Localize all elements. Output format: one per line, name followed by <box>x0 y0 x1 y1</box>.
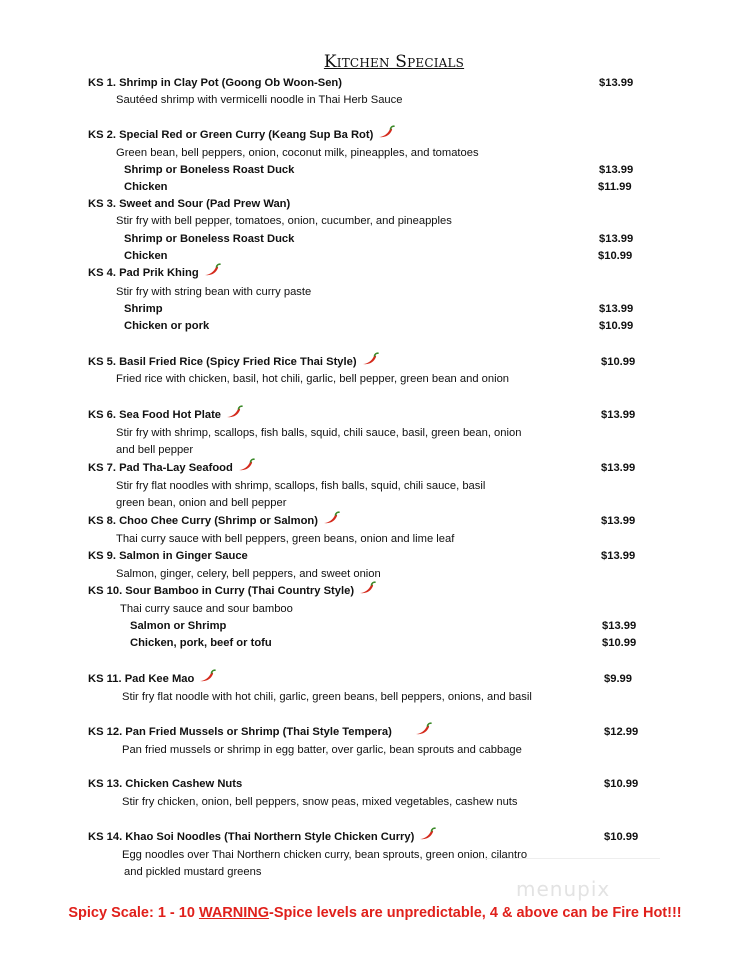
item-name: KS 9. Salmon in Ginger Sauce <box>88 550 248 562</box>
chili-pepper-icon <box>237 458 255 472</box>
item-price: $13.99 <box>599 233 634 245</box>
price-option <box>0 634 750 652</box>
description-text: Thai curry sauce with bell peppers, green beans, onion and lime leaf <box>116 533 455 545</box>
item-name: KS 7. Pad Tha-Lay Seafood <box>88 459 255 477</box>
option-name: Chicken or pork <box>124 320 210 332</box>
item-name: KS 3. Sweet and Sour (Pad Prew Wan) <box>88 198 291 210</box>
description-text: Green bean, bell peppers, onion, coconut milk, pineapples, and tomatoes <box>116 147 479 159</box>
item-description <box>0 212 750 230</box>
chili-pepper-icon <box>198 669 216 683</box>
price-option <box>0 230 750 248</box>
price-option <box>0 300 750 318</box>
item-name: KS 4. Pad Prik Khing <box>88 264 221 282</box>
item-name: KS 13. Chicken Cashew Nuts <box>88 778 243 790</box>
watermark-rule <box>470 858 660 859</box>
menu-item <box>0 264 750 282</box>
footer-warning: WARNING <box>198 905 270 921</box>
description-text: Sautéed shrimp with vermicelli noodle in Thai Herb Sauce <box>116 94 403 106</box>
item-name: KS 14. Khao Soi Noodles (Thai Northern Style Chicken Curry) <box>88 828 436 846</box>
item-price: $10.99 <box>598 250 633 262</box>
item-price: $10.99 <box>599 320 634 332</box>
item-description <box>0 91 750 109</box>
description-text: Stir fry with shrimp, scallops, fish balls, squid, chili sauce, basil, green bean, onion <box>116 427 522 439</box>
watermark: menupix <box>516 877 611 901</box>
menu-item <box>0 582 750 600</box>
option-name: Chicken <box>124 250 168 262</box>
option-name: Shrimp or Boneless Roast Duck <box>124 233 295 245</box>
menu-item <box>0 126 750 144</box>
item-price: $13.99 <box>601 409 636 421</box>
description-text: Stir fry flat noodles with shrimp, scallops, fish balls, squid, chili sauce, basil <box>116 480 486 492</box>
chili-pepper-icon <box>225 405 243 419</box>
menu-item <box>0 406 750 424</box>
item-description <box>0 846 750 864</box>
item-price: $13.99 <box>602 620 637 632</box>
chili-pepper-icon <box>358 581 376 595</box>
item-price: $13.99 <box>599 77 634 89</box>
chili-pepper-icon <box>322 511 340 525</box>
price-option <box>0 178 750 196</box>
item-name: KS 12. Pan Fried Mussels or Shrimp (Thai Style Tempera) <box>88 723 432 741</box>
menu-item <box>0 74 750 92</box>
item-price: $13.99 <box>599 303 634 315</box>
item-description <box>0 441 750 459</box>
description-text: Salmon, ginger, celery, bell peppers, and sweet onion <box>116 568 381 580</box>
description-text: green bean, onion and bell pepper <box>116 497 287 509</box>
item-name: KS 6. Sea Food Hot Plate <box>88 406 243 424</box>
footer-prefix: Spicy Scale: 1 - 10 <box>68 905 199 921</box>
chili-pepper-icon <box>361 352 379 366</box>
item-price: $12.99 <box>604 726 639 738</box>
description-text: Thai curry sauce and sour bamboo <box>120 603 293 615</box>
price-option <box>0 247 750 265</box>
description-text: and bell pepper <box>116 444 194 456</box>
item-name: KS 2. Special Red or Green Curry (Keang Sup Ba Rot) <box>88 126 395 144</box>
item-name: KS 8. Choo Chee Curry (Shrimp or Salmon) <box>88 512 340 530</box>
chili-pepper-icon <box>418 827 436 841</box>
chili-pepper-icon <box>377 125 395 139</box>
item-price: $10.99 <box>601 356 636 368</box>
item-price: $10.99 <box>604 778 639 790</box>
item-description <box>0 863 750 881</box>
item-description <box>0 600 750 618</box>
item-description <box>0 144 750 162</box>
item-name: KS 5. Basil Fried Rice (Spicy Fried Rice Thai Style) <box>88 353 379 371</box>
item-description <box>0 370 750 388</box>
item-description <box>0 741 750 759</box>
menu-item <box>0 828 750 846</box>
menu-item <box>0 723 750 741</box>
item-description <box>0 494 750 512</box>
item-price: $13.99 <box>599 164 634 176</box>
description-text: Fried rice with chicken, basil, hot chili, garlic, bell pepper, green bean and onion <box>116 373 510 385</box>
spicy-scale-warning <box>0 905 750 921</box>
item-description <box>0 477 750 495</box>
description-text: Stir fry with string bean with curry paste <box>116 286 312 298</box>
item-price: $13.99 <box>601 550 636 562</box>
chili-pepper-icon <box>414 722 432 736</box>
menu-item <box>0 670 750 688</box>
price-option <box>0 161 750 179</box>
item-name: KS 1. Shrimp in Clay Pot (Goong Ob Woon-Sen) <box>88 77 342 89</box>
description-text: Stir fry chicken, onion, bell peppers, snow peas, mixed vegetables, cashew nuts <box>122 796 518 808</box>
chili-pepper-icon <box>203 263 221 277</box>
option-name: Chicken, pork, beef or tofu <box>130 637 272 649</box>
item-name: KS 10. Sour Bamboo in Curry (Thai Country Style) <box>88 582 376 600</box>
price-option <box>0 617 750 635</box>
item-price: $13.99 <box>601 515 636 527</box>
menu-title: Kitchen Specials <box>323 52 465 72</box>
item-price: $13.99 <box>601 462 636 474</box>
menu-item <box>0 775 750 793</box>
item-name: KS 11. Pad Kee Mao <box>88 670 216 688</box>
item-price: $9.99 <box>604 673 632 685</box>
description-text: Stir fry flat noodle with hot chili, garlic, green beans, bell peppers, onions, and basil <box>122 691 532 703</box>
item-description <box>0 530 750 548</box>
item-description <box>0 424 750 442</box>
item-price: $10.99 <box>604 831 639 843</box>
option-name: Shrimp or Boneless Roast Duck <box>124 164 295 176</box>
option-name: Shrimp <box>124 303 163 315</box>
price-option <box>0 317 750 335</box>
description-text: and pickled mustard greens <box>124 866 262 878</box>
menu-item <box>0 195 750 213</box>
item-description <box>0 283 750 301</box>
description-text: Egg noodles over Thai Northern chicken curry, bean sprouts, green onion, cilantro <box>122 849 528 861</box>
menu-item <box>0 353 750 371</box>
item-price: $10.99 <box>602 637 637 649</box>
item-description <box>0 688 750 706</box>
option-name: Salmon or Shrimp <box>130 620 227 632</box>
menu-item <box>0 512 750 530</box>
footer-suffix: -Spice levels are unpredictable, 4 & above can be Fire Hot!!! <box>269 905 682 921</box>
description-text: Pan fried mussels or shrimp in egg batter, over garlic, bean sprouts and cabbage <box>122 744 522 756</box>
menu-item <box>0 459 750 477</box>
description-text: Stir fry with bell pepper, tomatoes, onion, cucumber, and pineapples <box>116 215 452 227</box>
item-description <box>0 793 750 811</box>
item-price: $11.99 <box>598 181 632 193</box>
option-name: Chicken <box>124 181 168 193</box>
menu-item <box>0 547 750 565</box>
